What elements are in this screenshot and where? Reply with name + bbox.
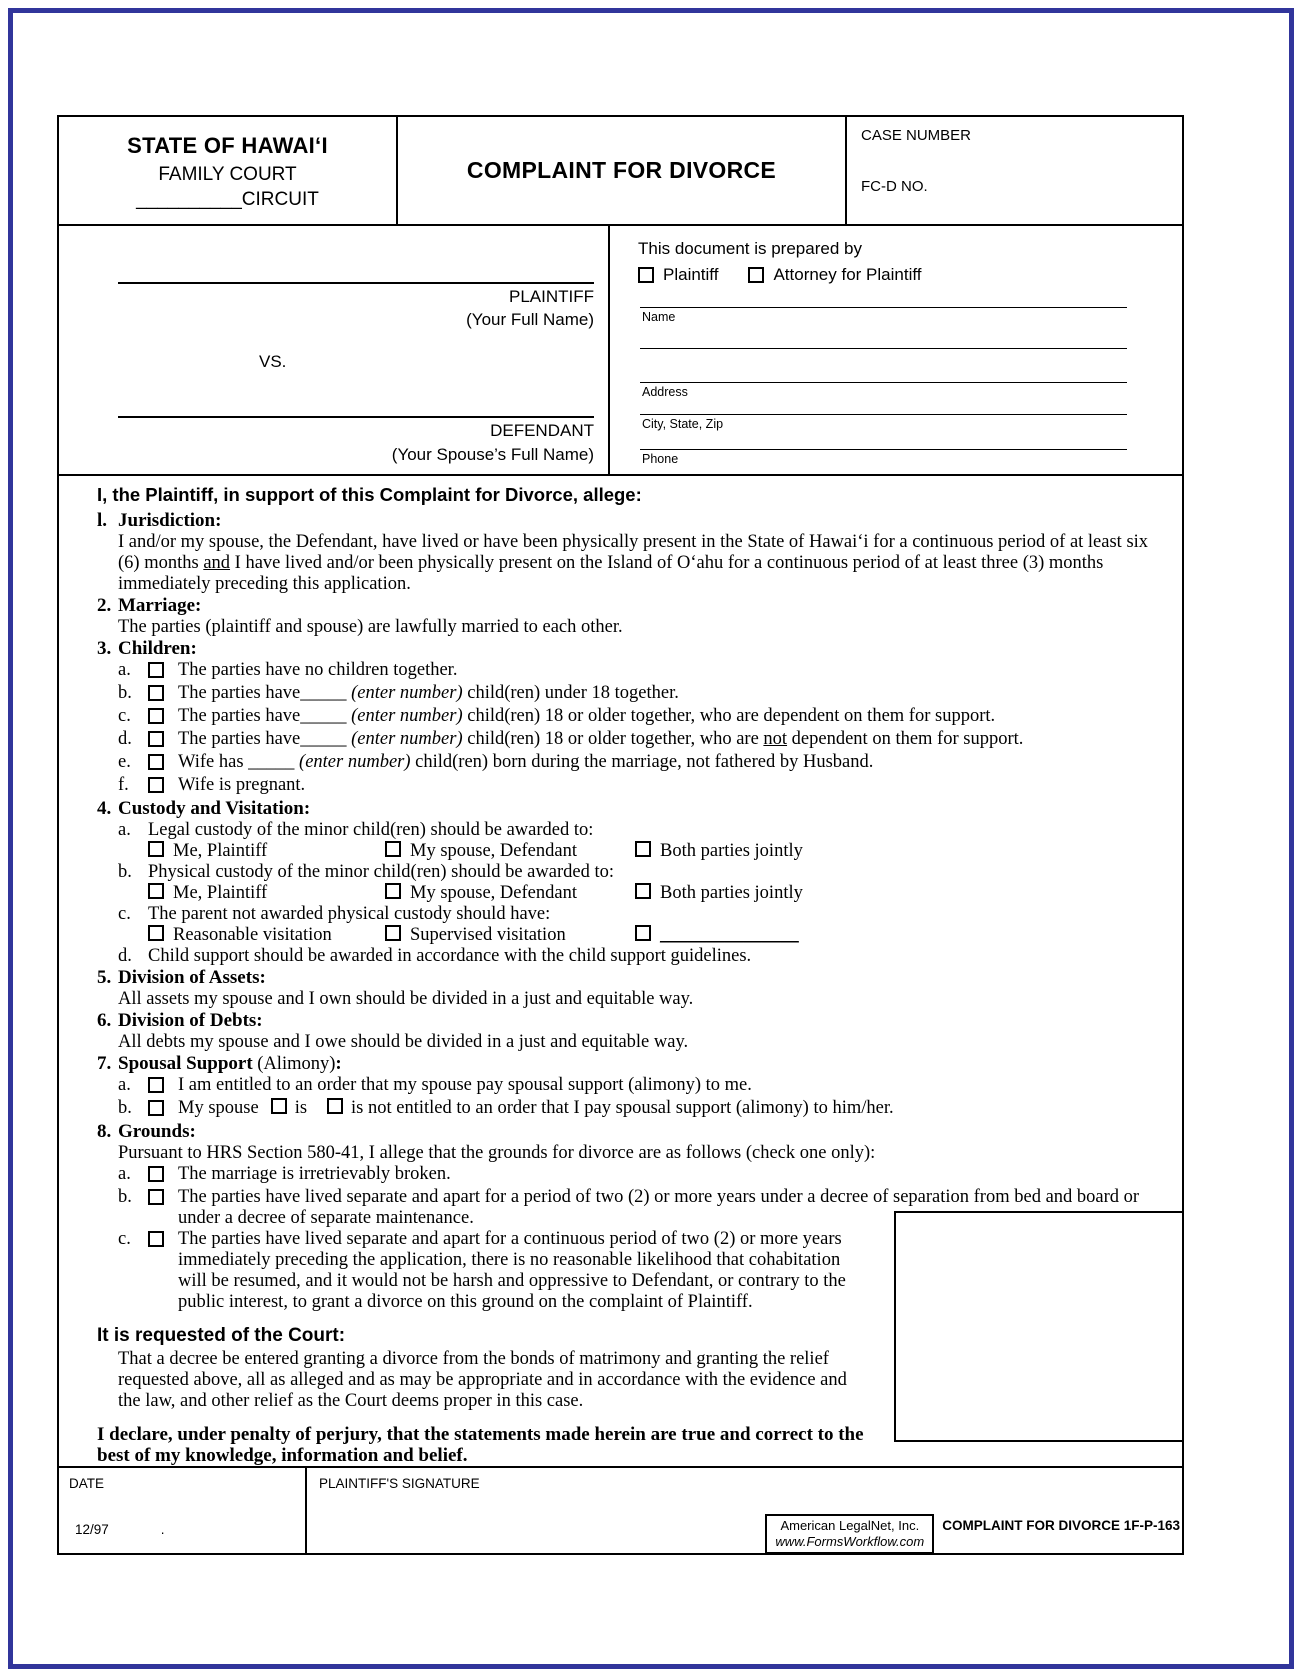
legalnet-box [765, 1514, 934, 1554]
grounds-b-checkbox[interactable] [148, 1189, 164, 1205]
defendant-name-line[interactable] [118, 416, 594, 418]
page-footer [57, 1514, 1180, 1554]
support-item-b: b. My spouse is is not entitled to an order that I pay spousal support (alimony) to him/her. [118, 1098, 894, 1118]
prepared-by-plaintiff-label: Plaintiff [663, 265, 719, 284]
form-id: COMPLAINT FOR DIVORCE 1F-P-163 [942, 1518, 1180, 1533]
date-cell[interactable]: DATE [59, 1468, 307, 1553]
prepared-by-block [610, 226, 1182, 474]
plaintiff-label: PLAINTIFF [508, 287, 594, 306]
custody-item-a: a. Legal custody of the minor child(ren) should be awarded to: [118, 820, 594, 840]
address-input-line[interactable] [640, 382, 1127, 383]
children-item-f: f. Wife is pregnant. [118, 775, 306, 795]
allege-heading: I, the Plaintiff, in support of this Complaint for Divorce, allege: [97, 484, 642, 505]
support-item-a: a. I am entitled to an order that my spouse pay spousal support (alimony) to me. [118, 1075, 752, 1095]
prepared-by-plaintiff-checkbox[interactable] [638, 267, 654, 283]
custody-b-defendant-checkbox[interactable] [385, 883, 401, 899]
custody-a-defendant-checkbox[interactable] [385, 841, 401, 857]
revision-date: 12/97 [75, 1522, 109, 1537]
children-item-e: e. Wife has _____ (enter number) child(ren) born during the marriage, not fathered by Husband. [118, 752, 874, 772]
section-custody-heading: 4. Custody and Visitation: [97, 798, 311, 819]
jurisdiction-text: I and/or my spouse, the Defendant, have lived or have been physically present in the State of Hawai‘i for a continuous period of at least six (6) months and I have lived and/or been physically present on the Island of O‘ahu for a continuous period of at least three (3) months immediately preceding this application. [118, 532, 1149, 594]
grounds-item-b: b. The parties have lived separate and apart for a period of two (2) or more years under a decree of separation from bed and board or under a decree of separate maintenance. [118, 1187, 1140, 1228]
request-heading: It is requested of the Court: [97, 1325, 346, 1346]
grounds-item-c: c. The parties have lived separate and apart for a continuous period of two (2) or more years immediately preceding the application, there is no reasonable likelihood that cohabitation will be resumed, and it would not be harsh and oppressive to Defendant, or contrary to the public interest, to grant a divorce on this ground on the complaint of Plaintiff. [118, 1229, 846, 1312]
marriage-text: The parties (plaintiff and spouse) are lawfully married to each other. [118, 617, 623, 637]
section-number: 3. [97, 638, 112, 659]
other-visitation-blank[interactable]: _______________ [660, 925, 799, 945]
section-assets-heading: 5. Division of Assets: [97, 967, 266, 988]
section-grounds-heading: 8. Grounds: [97, 1121, 196, 1142]
section-children-heading: 3. Children: [97, 638, 197, 659]
state-title: STATE OF HAWAI‘I [127, 133, 328, 158]
custody-a-plaintiff-checkbox[interactable] [148, 841, 164, 857]
section-number: 7. [97, 1053, 112, 1074]
custody-item-c: c. The parent not awarded physical custody should have: [118, 904, 551, 924]
children-item-b: b. The parties have_____ (enter number) child(ren) under 18 together. [118, 683, 679, 703]
caption-block [59, 226, 610, 474]
prepared-by-attorney-checkbox[interactable] [748, 267, 764, 283]
phone-input-line[interactable] [640, 449, 1127, 450]
plaintiff-name-line[interactable] [118, 282, 594, 284]
underlined-and: and [203, 553, 231, 573]
prepared-by-title: This document is prepared by [638, 239, 862, 258]
children-f-checkbox[interactable] [148, 777, 164, 793]
children-b-checkbox[interactable] [148, 685, 164, 701]
legalnet-url[interactable]: www.FormsWorkflow.com [775, 1534, 925, 1549]
complaint-body [59, 476, 1182, 1466]
name-input-line-2[interactable] [640, 348, 1127, 349]
prepared-by-attorney-label: Attorney for Plaintiff [773, 265, 922, 284]
prepared-by-options [638, 265, 922, 285]
support-b-checkbox[interactable] [148, 1100, 164, 1116]
court-stamp-box [894, 1211, 1182, 1442]
children-c-checkbox[interactable] [148, 708, 164, 724]
assets-text: All assets my spouse and I own should be divided in a just and equitable way. [118, 989, 694, 1009]
legalnet-company: American LegalNet, Inc. [780, 1518, 920, 1533]
grounds-item-a: a. The marriage is irretrievably broken. [118, 1164, 451, 1184]
section-marriage-heading: 2. Marriage: [97, 595, 202, 616]
defendant-label: DEFENDANT [490, 421, 594, 440]
section-support-heading: 7. Spousal Support (Alimony): [97, 1053, 342, 1074]
section-number: 2. [97, 595, 112, 616]
support-is-not-checkbox[interactable] [327, 1098, 343, 1114]
form-title-cell [398, 117, 847, 224]
custody-b-plaintiff-checkbox[interactable] [148, 883, 164, 899]
grounds-intro: Pursuant to HRS Section 580-41, I allege that the grounds for divorce are as follows (check one only): [118, 1143, 876, 1163]
phone-field-label: Phone [642, 452, 679, 466]
other-visitation-checkbox[interactable] [635, 925, 651, 941]
children-item-a: a. The parties have no children together. [118, 660, 458, 680]
request-text: That a decree be entered granting a divorce from the bonds of matrimony and granting the relief requested above, all as alleged and as may be appropriate and in accordance with the evidence and the law, and other relief as the Court deems proper in this case. [118, 1349, 847, 1411]
custody-item-b: b. Physical custody of the minor child(ren) should be awarded to: [118, 862, 614, 882]
custody-a-options: Me, Plaintiff My spouse, Defendant Both parties jointly [148, 841, 1182, 862]
support-is-checkbox[interactable] [271, 1098, 287, 1114]
case-number-cell [847, 117, 1182, 224]
perjury-declaration: I declare, under penalty of perjury, that the statements made herein are true and correct to the best of my knowledge, information and belief. [97, 1424, 864, 1466]
children-a-checkbox[interactable] [148, 662, 164, 678]
grounds-a-checkbox[interactable] [148, 1166, 164, 1182]
custody-a-joint-checkbox[interactable] [635, 841, 651, 857]
plaintiff-signature-cell[interactable]: PLAINTIFF'S SIGNATURE [319, 1476, 480, 1491]
children-item-d: d. The parties have_____ (enter number) child(ren) 18 or older together, who are not dependent on them for support. [118, 729, 1024, 749]
section-number: 4. [97, 798, 112, 819]
grounds-c-checkbox[interactable] [148, 1231, 164, 1247]
circuit-line[interactable]: __________CIRCUIT [136, 189, 319, 210]
custody-b-joint-checkbox[interactable] [635, 883, 651, 899]
debts-text: All debts my spouse and I owe should be divided in a just and equitable way. [118, 1032, 689, 1052]
section-number: 5. [97, 967, 112, 988]
city-state-zip-input-line[interactable] [640, 414, 1127, 415]
name-input-line[interactable] [640, 307, 1127, 308]
reasonable-visitation-checkbox[interactable] [148, 925, 164, 941]
custody-item-d: d. Child support should be awarded in accordance with the child support guidelines. [118, 946, 752, 966]
court-name: FAMILY COURT [158, 164, 297, 185]
section-number: 6. [97, 1010, 112, 1031]
custody-b-options: Me, Plaintiff My spouse, Defendant Both parties jointly [148, 883, 1182, 904]
children-item-c: c. The parties have_____ (enter number) child(ren) 18 or older together, who are dependent on them for support. [118, 706, 996, 726]
fcd-number-label[interactable]: FC-D NO. [861, 178, 928, 195]
caption-row [59, 226, 1182, 476]
children-d-checkbox[interactable] [148, 731, 164, 747]
form-title: COMPLAINT FOR DIVORCE [466, 157, 777, 183]
case-number-label: CASE NUMBER [861, 127, 972, 144]
section-number: l. [97, 510, 108, 531]
name-field-label: Name [642, 310, 676, 324]
plaintiff-hint: (Your Full Name) [466, 310, 594, 329]
support-a-checkbox[interactable] [148, 1077, 164, 1093]
divorce-complaint-form [57, 115, 1184, 1555]
custody-c-options: Reasonable visitation Supervised visitation _______________ [148, 925, 1182, 946]
court-block [59, 117, 398, 224]
footer-dot: . [160, 1522, 165, 1537]
section-number: 8. [97, 1121, 112, 1142]
children-e-checkbox[interactable] [148, 754, 164, 770]
address-field-label: Address [642, 385, 688, 399]
section-jurisdiction-heading: l. Jurisdiction: [97, 510, 222, 531]
section-debts-heading: 6. Division of Debts: [97, 1010, 263, 1031]
versus-label: VS. [259, 352, 287, 371]
city-state-zip-field-label: City, State, Zip [642, 417, 724, 431]
supervised-visitation-checkbox[interactable] [385, 925, 401, 941]
defendant-hint: (Your Spouse’s Full Name) [391, 445, 594, 464]
form-header [59, 117, 1182, 226]
